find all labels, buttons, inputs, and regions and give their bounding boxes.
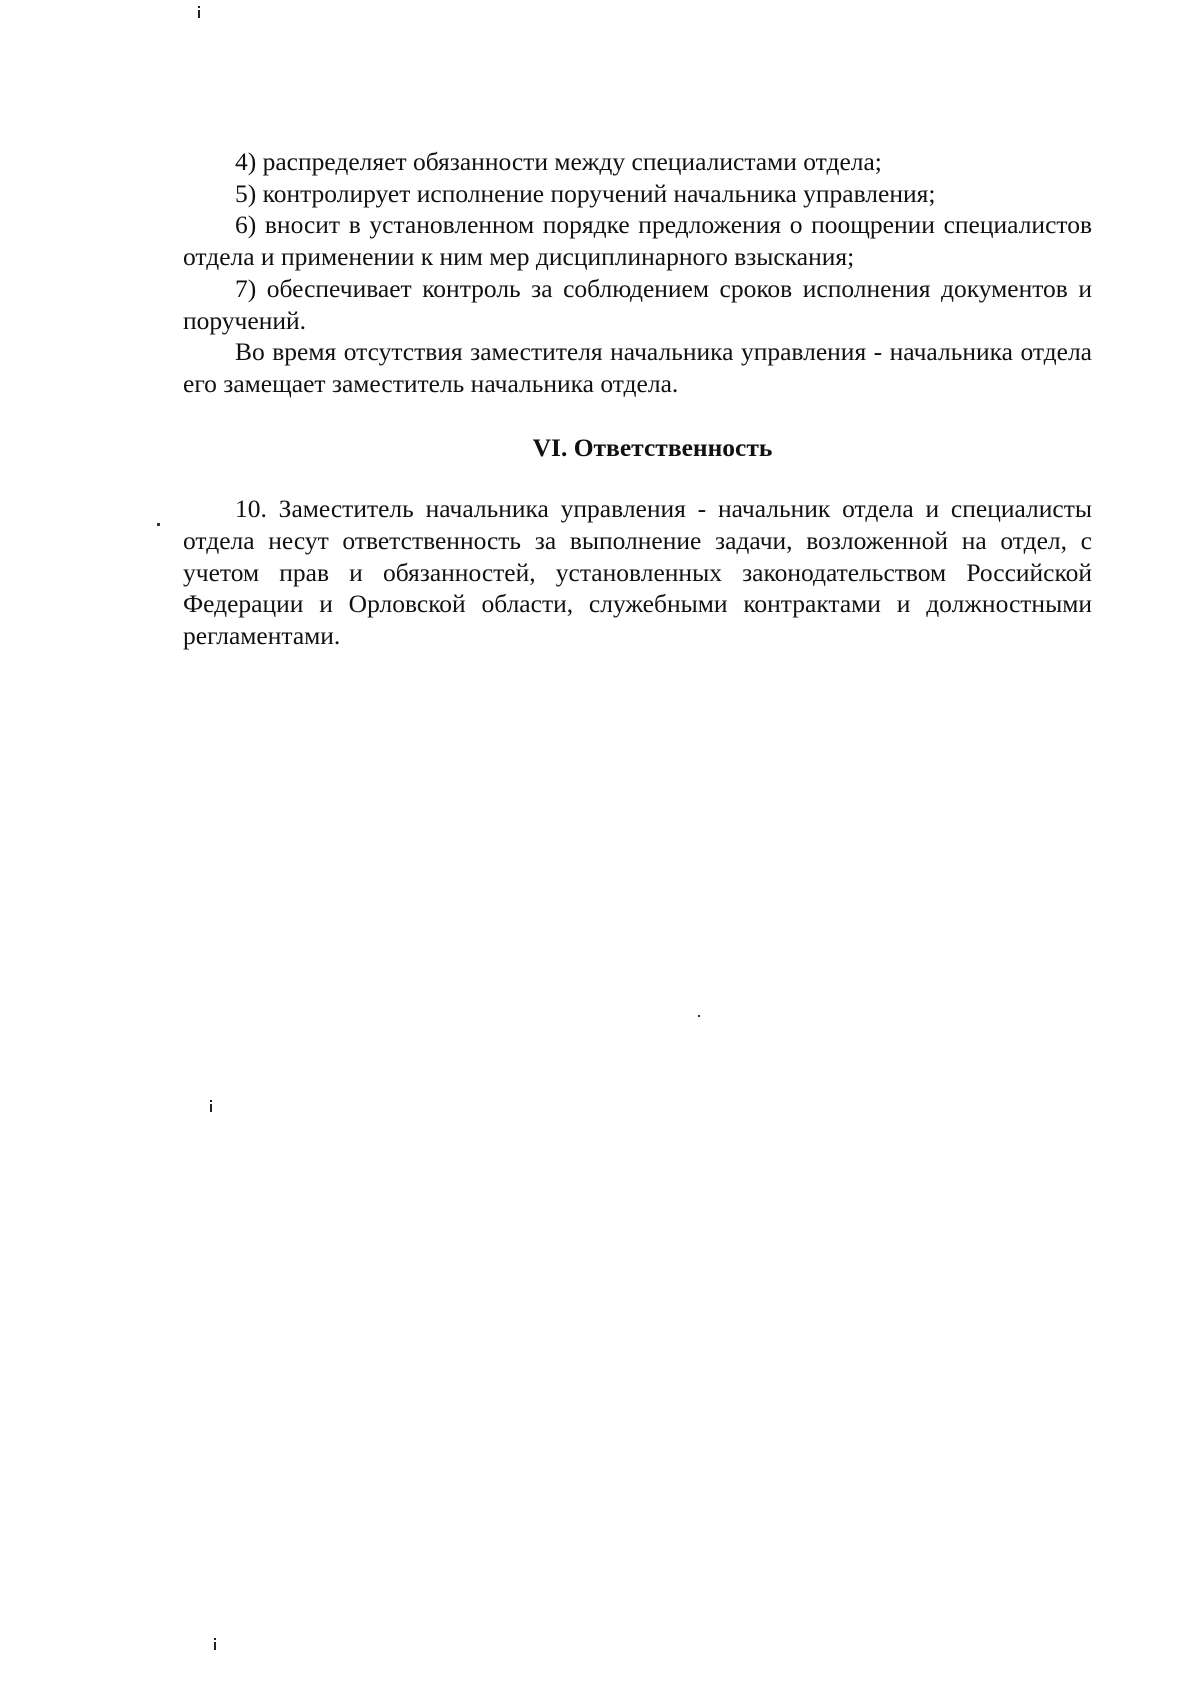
scan-speck [157, 523, 160, 526]
list-item: 5) контролирует исполнение поручений начальника управления; [235, 178, 936, 208]
binder-hole-mark-middle [210, 1104, 212, 1112]
substitution-paragraph: Во время отсутствия заместителя начальника управления - начальника отдела его замещает заместитель начальника отдела. [183, 337, 1092, 398]
section-heading: VI. Ответственность [532, 432, 773, 462]
list-item: 4) распределяет обязанности между специалистами отдела; [235, 147, 882, 176]
list-item: 6) вносит в установленном порядке предложения о поощрении специалистов отдела и применении к ним мер дисциплинарного взыскания; [183, 210, 1092, 272]
section-paragraph: 10. Заместитель начальника управления - начальник отдела и специалисты отдела несут ответственность за выполнение задачи, возложенной на отдел, с учетом прав и обязанностей, установленных законодательством Российской Федерации и Орловской области, служебными контрактами и должностными регламентами. [183, 494, 1092, 651]
list-item: 7) обеспечивает контроль за соблюдением сроков исполнения документов и поручений. [183, 273, 1092, 335]
scan-speck [698, 1015, 700, 1017]
binder-hole-mark-top [198, 10, 200, 18]
binder-hole-mark-bottom [214, 1642, 216, 1650]
document-body [183, 146, 1092, 652]
